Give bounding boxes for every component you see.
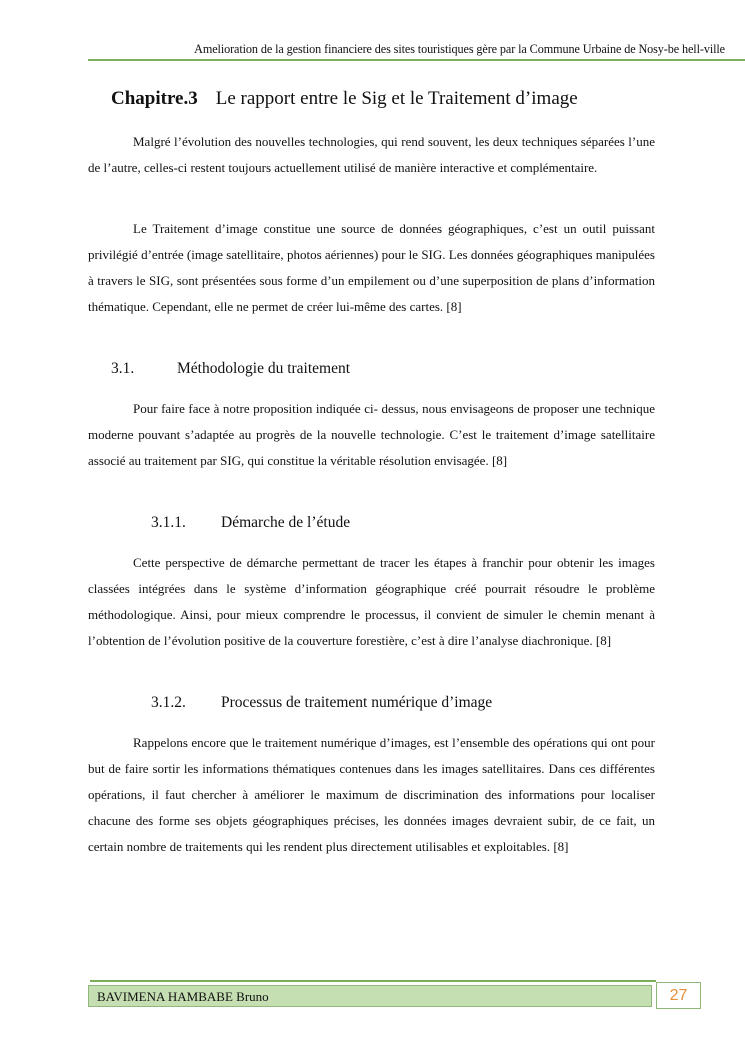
footer-divider <box>90 980 656 982</box>
footer-author: BAVIMENA HAMBABE Bruno <box>97 989 269 1004</box>
chapter-number: Chapitre.3 <box>111 88 198 109</box>
paragraph-4: Cette perspective de démarche permettant de tracer les étapes à franchir pour obtenir les images classées intégrées dans le système d’information géographique créé pourrait résoudre le problème méthodologique. Ainsi, pour mieux comprendre le processus, il convient de simuler le chemin menant à l’obtention de l’évolution positive de la couverture forestière, c’est à dire l’analyse diachronique. [8] <box>88 555 655 648</box>
chapter-title: Le rapport entre le Sig et le Traitement d’image <box>215 88 578 109</box>
section-title: Méthodologie du traitement <box>177 360 351 377</box>
paragraph-5: Rappelons encore que le traitement numérique d’images, est l’ensemble des opérations qui ont pour but de faire sortir les informations thématiques contenues dans les images satellitaires. Dans ces différentes opérations, il faut chercher à améliorer le maximum de discrimination des informations pour localiser chacune des forme ses objets géographiques précises, les données images devraient subir, de ce fait, un certain nombre de traitements qui les rendent plus directement utilisables et exploitables. [8] <box>88 735 655 854</box>
paragraph-1: Malgré l’évolution des nouvelles technologies, qui rend souvent, les deux techniques séparées l’une de l’autre, celles-ci restent toujours actuellement utilisé de manière interactive et complémentaire. <box>88 134 655 175</box>
section-title: Processus de traitement numérique d’image <box>221 694 493 711</box>
section-heading-3-1-1 <box>151 514 350 532</box>
header-divider <box>88 59 745 61</box>
section-heading-3-1-2 <box>151 694 492 712</box>
section-number: 3.1.1. <box>151 514 186 531</box>
section-number: 3.1.2. <box>151 694 186 711</box>
page-number: 27 <box>656 982 701 1009</box>
paragraph-3: Pour faire face à notre proposition indiquée ci- dessus, nous envisageons de proposer une technique moderne pouvant s’adaptée au progrès de la nouvelle technologie. C’est le traitement d’image satellitaire associé au traitement par SIG, qui constitue la véritable résolution envisagée. [8] <box>88 401 655 468</box>
section-number: 3.1. <box>111 360 135 377</box>
footer-author-box <box>88 985 652 1007</box>
section-heading-3-1 <box>111 360 350 378</box>
section-title: Démarche de l’étude <box>221 514 351 531</box>
paragraph-2: Le Traitement d’image constitue une source de données géographiques, c’est un outil puissant privilégié d’entrée (image satellitaire, photos aériennes) pour le SIG. Les données géographiques manipulées à travers le SIG, sont présentées sous forme d’un empilement ou d’une superposition de plans d’information thématique. Cependant, elle ne permet de créer lui-même des cartes. [8] <box>88 221 655 314</box>
chapter-heading <box>111 88 578 110</box>
header-title: Amelioration de la gestion financiere des sites touristiques gère par la Commune Urbaine de Nosy-be hell-ville <box>194 42 725 56</box>
